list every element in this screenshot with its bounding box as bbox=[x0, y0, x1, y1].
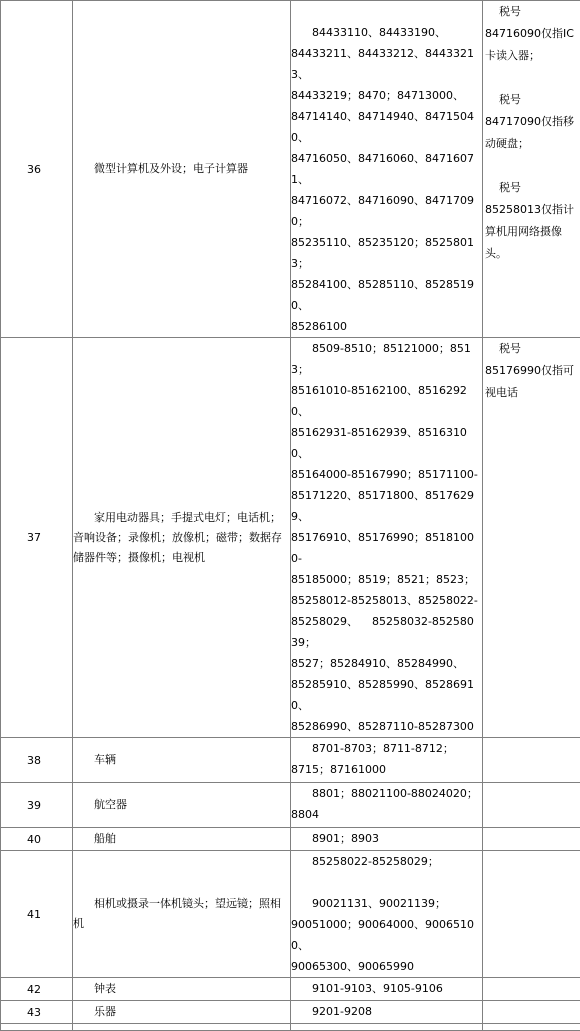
item-name bbox=[73, 338, 291, 738]
tariff-codes-text: 9101-9103、9105-9106 bbox=[291, 978, 480, 999]
item-name bbox=[73, 1, 291, 338]
remarks bbox=[483, 828, 580, 851]
table-row bbox=[1, 828, 580, 851]
row-number: 40 bbox=[1, 828, 73, 851]
table-row bbox=[1, 851, 580, 978]
remarks bbox=[483, 783, 580, 828]
row-number: 37 bbox=[1, 338, 73, 738]
tariff-codes-text: 85258022-85258029； 90021131、90021139； 90051000；90064000、90065100、 90065300、90065990 bbox=[291, 851, 480, 977]
remarks-text: 税号 85176990仅指可 视电话 bbox=[485, 338, 578, 404]
item-name-text: 家用电动器具；手提式电灯；电话机；音响设备；录像机；放像机；磁带；数据存储器件等；摄像机；电视机 bbox=[73, 508, 286, 568]
table-row-partial bbox=[1, 1024, 580, 1031]
table-row bbox=[1, 1001, 580, 1024]
tariff-codes bbox=[291, 738, 483, 783]
tariff-codes bbox=[291, 851, 483, 978]
tariff-codes-text: 8801；88021100-88024020； 8804 bbox=[291, 783, 480, 825]
table-row bbox=[1, 1, 580, 338]
partial-cell bbox=[483, 1024, 580, 1031]
item-name-text: 相机或摄录一体机镜头；望远镜；照相机 bbox=[73, 894, 286, 934]
row-number: 39 bbox=[1, 783, 73, 828]
item-name-text: 航空器 bbox=[73, 795, 286, 815]
item-name-text: 船舶 bbox=[73, 829, 286, 849]
item-name bbox=[73, 978, 291, 1001]
partial-cell bbox=[73, 1024, 291, 1031]
row-number: 41 bbox=[1, 851, 73, 978]
item-name bbox=[73, 738, 291, 783]
tariff-codes bbox=[291, 783, 483, 828]
partial-cell bbox=[291, 1024, 483, 1031]
tariff-codes-text: 8901；8903 bbox=[291, 828, 480, 849]
table-row bbox=[1, 738, 580, 783]
tariff-codes bbox=[291, 1001, 483, 1024]
partial-cell bbox=[1, 1024, 73, 1031]
item-name-text: 钟表 bbox=[73, 979, 286, 999]
table-row bbox=[1, 978, 580, 1001]
table-row bbox=[1, 338, 580, 738]
tariff-codes-text: 8701-8703；8711-8712； 8715；87161000 bbox=[291, 738, 480, 780]
remarks bbox=[483, 978, 580, 1001]
remarks-text: 税号 84716090仅指IC 卡读入器； 税号 84717090仅指移 动硬盘； 税号 85258013仅指计 算机用网络摄像 头。 bbox=[485, 1, 578, 265]
tariff-codes bbox=[291, 1, 483, 338]
item-name-text: 乐器 bbox=[73, 1002, 286, 1022]
table-row bbox=[1, 783, 580, 828]
item-name-text: 微型计算机及外设；电子计算器 bbox=[73, 159, 286, 179]
remarks bbox=[483, 1, 580, 338]
item-name bbox=[73, 783, 291, 828]
item-name bbox=[73, 828, 291, 851]
tariff-codes bbox=[291, 338, 483, 738]
row-number: 43 bbox=[1, 1001, 73, 1024]
row-number: 36 bbox=[1, 1, 73, 338]
remarks bbox=[483, 851, 580, 978]
remarks bbox=[483, 1001, 580, 1024]
tariff-codes-text: 9201-9208 bbox=[291, 1001, 480, 1022]
remarks bbox=[483, 738, 580, 783]
item-name bbox=[73, 851, 291, 978]
item-name bbox=[73, 1001, 291, 1024]
tariff-codes-text: 8509-8510；85121000；8513； 85161010-85162100、85162920、 85162931-85162939、85163100、 85164000-85167990；85171100- 85171220、85171800、85176299、 85176910、85176990；85181000- 85185000；8519；8521；8523； 85258012-85258013、85258022- 85258029、 85258032-85258039； 8527；85284910、85284990、 85285910、85285990、85286910、 85286990、85287110-85287300 bbox=[291, 338, 480, 737]
item-name-text: 车辆 bbox=[73, 750, 286, 770]
remarks bbox=[483, 338, 580, 738]
tariff-table-body bbox=[1, 1, 580, 1031]
row-number: 42 bbox=[1, 978, 73, 1001]
tariff-codes-text: 84433110、84433190、 84433211、84433212、84433213、 84433219；8470；84713000、 84714140、84714940、84715040、 84716050、84716060、84716071、 84716072、84716090、84717090； 85235110、85235120；85258013； 85284100、85285110、85285190、 85286100 bbox=[291, 1, 480, 337]
tariff-codes bbox=[291, 978, 483, 1001]
row-number: 38 bbox=[1, 738, 73, 783]
tariff-codes bbox=[291, 828, 483, 851]
